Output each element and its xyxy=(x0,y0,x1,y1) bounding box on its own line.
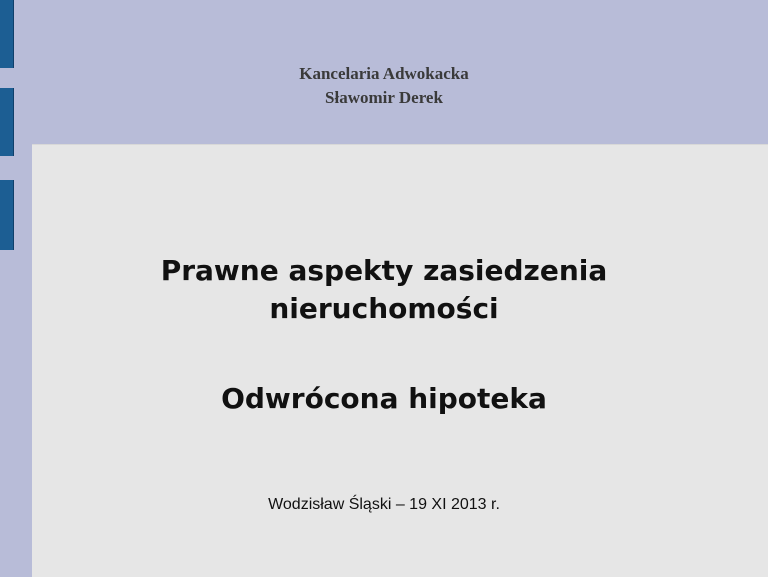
lawyer-name: Sławomir Derek xyxy=(325,88,443,107)
slide-footer-date: Wodzisław Śląski – 19 XI 2013 r. xyxy=(268,496,500,513)
left-accent-bar-bottom xyxy=(0,180,14,250)
slide-subtitle: Odwrócona hipoteka xyxy=(221,382,547,415)
firm-name: Kancelaria Adwokacka xyxy=(299,64,469,83)
slide-title xyxy=(32,252,736,328)
left-accent-bar-top xyxy=(0,0,14,68)
firm-header xyxy=(0,62,768,110)
slide-title-line-2: nieruchomości xyxy=(269,292,499,325)
slide-title-line-1: Prawne aspekty zasiedzenia xyxy=(160,254,608,287)
